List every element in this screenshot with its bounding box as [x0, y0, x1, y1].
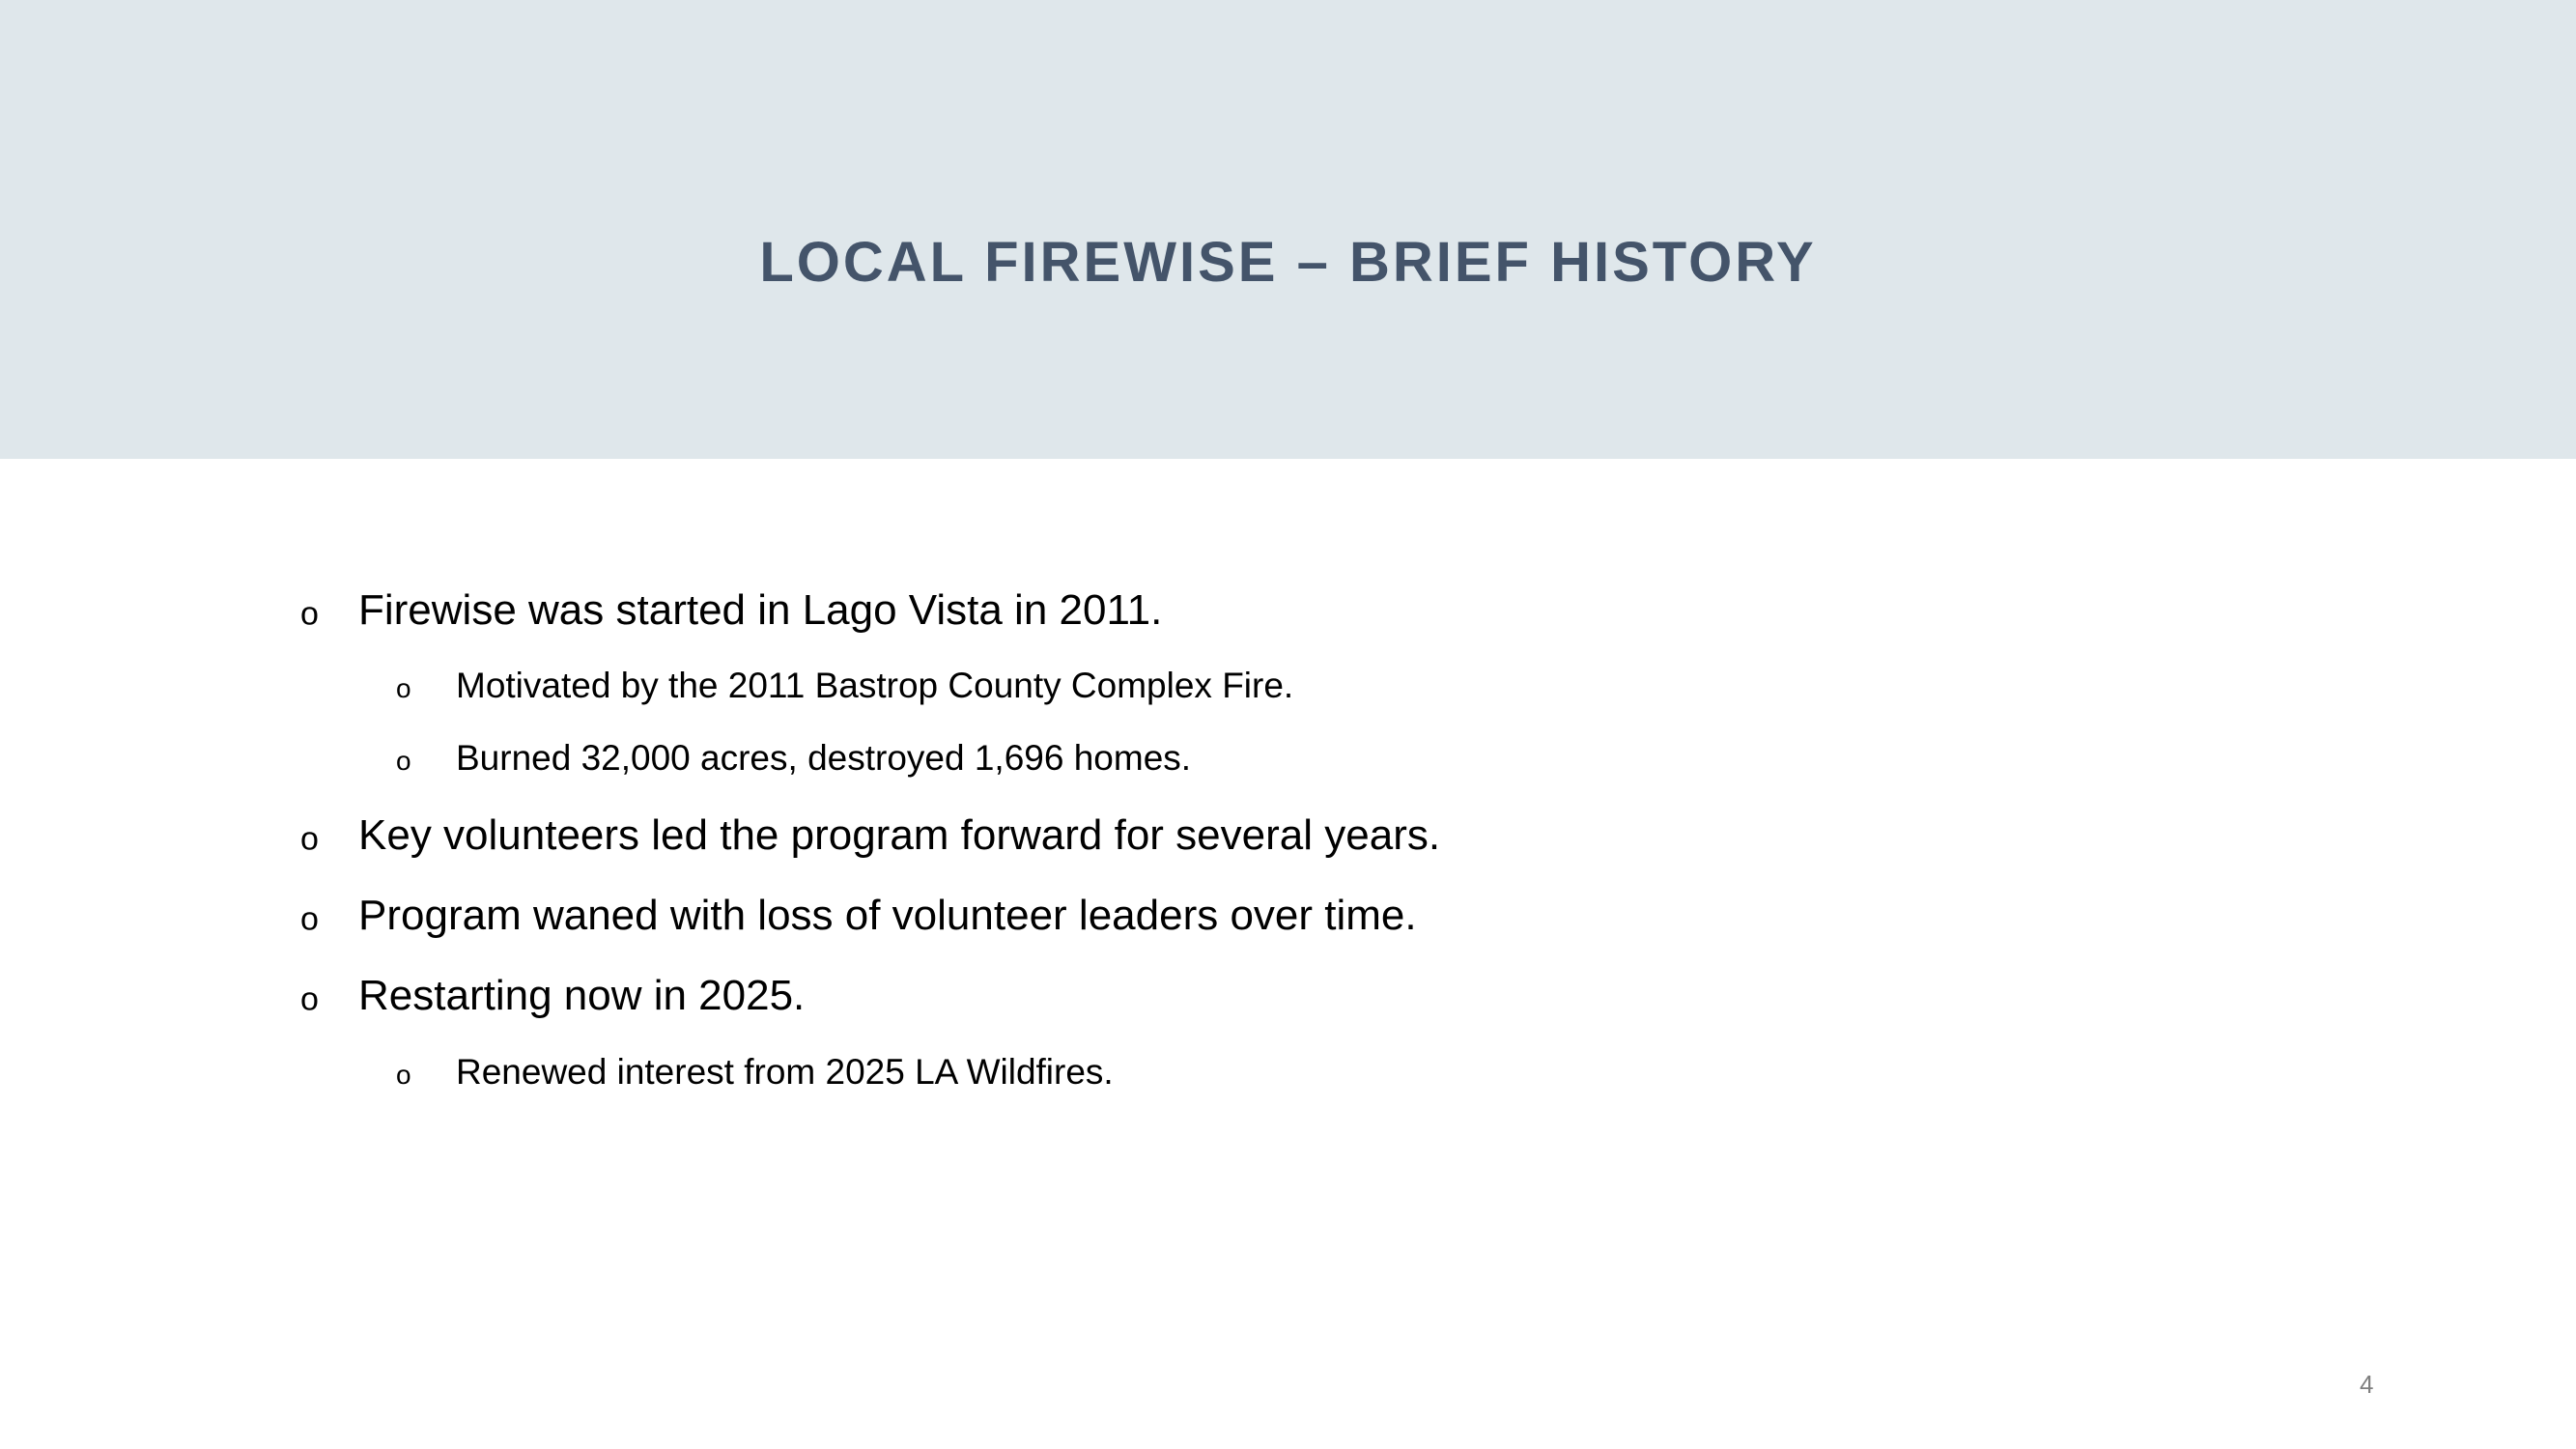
bullet-text: Restarting now in 2025.	[358, 972, 806, 1019]
sub-bullet-text: Motivated by the 2011 Bastrop County Complex Fire.	[456, 666, 1294, 705]
bullet-icon: o	[396, 673, 411, 703]
bullet-icon: o	[300, 900, 319, 938]
bullet-icon: o	[396, 746, 411, 776]
bullet-text: Firewise was started in Lago Vista in 2011.	[358, 586, 1163, 634]
bullet-icon: o	[300, 980, 319, 1018]
bullet-icon: o	[300, 820, 319, 858]
bullet-icon: o	[396, 1060, 411, 1090]
sub-bullet-text: Renewed interest from 2025 LA Wildfires.	[456, 1052, 1114, 1092]
sub-bullet-text: Burned 32,000 acres, destroyed 1,696 homes.	[456, 738, 1192, 778]
page-number: 4	[2360, 1370, 2374, 1399]
slide-title: LOCAL FIREWISE – BRIEF HISTORY	[759, 231, 1817, 294]
bullet-icon: o	[300, 595, 319, 633]
bullet-text: Program waned with loss of volunteer leaders over time.	[358, 892, 1417, 939]
bullet-text: Key volunteers led the program forward for several years.	[358, 811, 1441, 859]
